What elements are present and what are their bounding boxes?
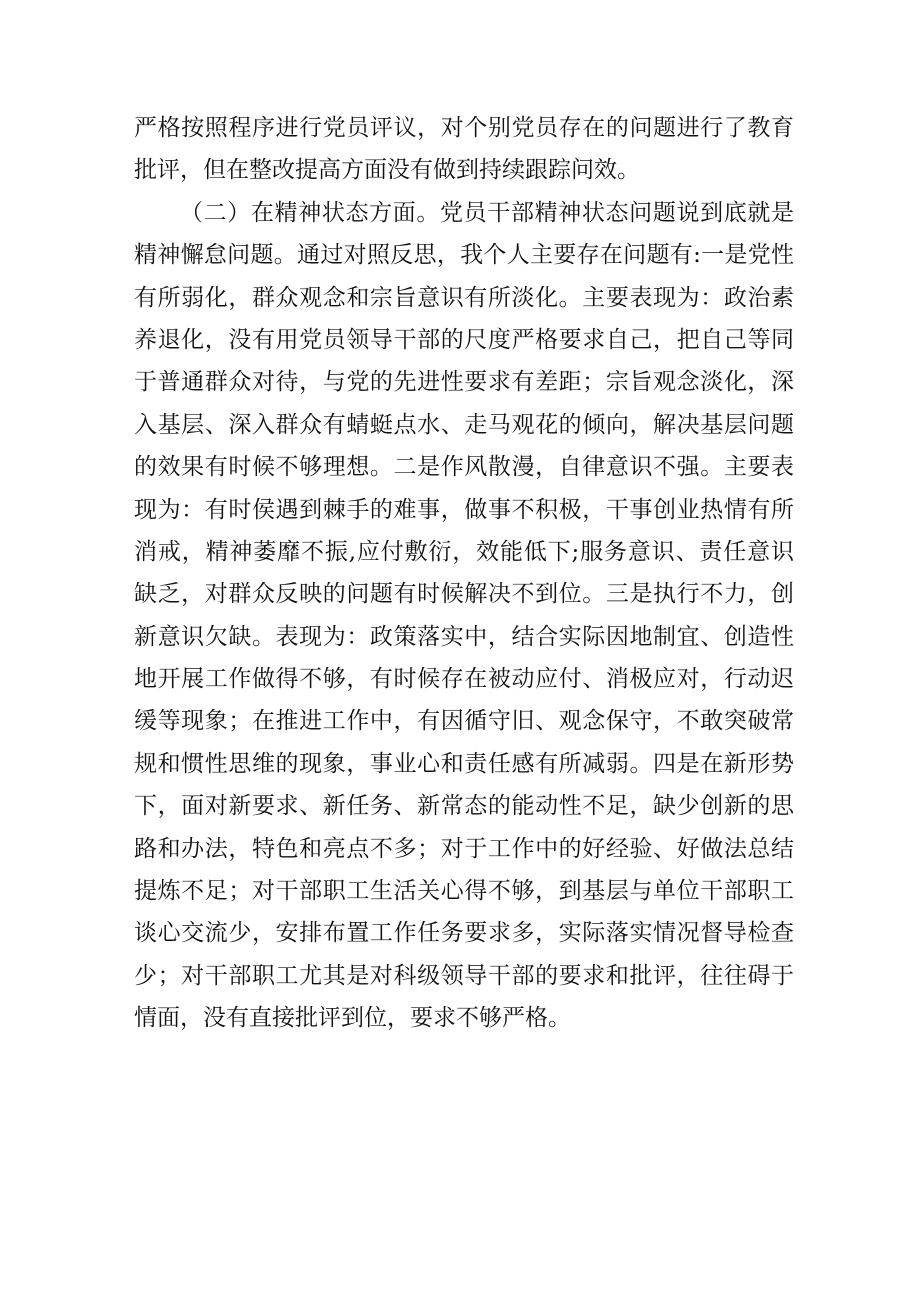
paragraph-line: 现为：有时侯遇到棘手的难事，做事不积极，干事创业热情有所 [134, 496, 794, 523]
paragraph-line: 规和惯性思维的现象，事业心和责任感有所减弱。四是在新形势 [134, 750, 794, 777]
paragraph-line: 严格按照程序进行党员评议，对个别党员存在的问题进行了教育 [134, 115, 794, 141]
paragraph-line: 的效果有时候不够理想。二是作风散漫，自律意识不强。主要表 [134, 454, 794, 481]
paragraph-line: 地开展工作做得不够，有时候存在被动应付、消极应对，行动迟 [134, 666, 794, 693]
paragraph-line: 缓等现象；在推进工作中，有因循守旧、观念保守，不敢突破常 [134, 708, 794, 735]
paragraph-line: 缺乏，对群众反映的问题有时候解决不到位。三是执行不力，创 [134, 581, 794, 608]
paragraph-line: 新意识欠缺。表现为：政策落实中，结合实际因地制宜、创造性 [134, 623, 794, 650]
paragraph-line: 有所弱化，群众观念和宗旨意识有所淡化。主要表现为：政治素 [134, 284, 794, 311]
paragraph-line: 消戒，精神萎靡不振,应付敷衍，效能低下;服务意识、责任意识 [134, 538, 794, 565]
paragraph [134, 107, 794, 192]
paragraph-line: 于普通群众对待，与党的先进性要求有差距；宗旨观念淡化，深 [134, 369, 794, 396]
paragraph-line: 下，面对新要求、新任务、新常态的能动性不足，缺少创新的思 [134, 793, 794, 820]
paragraph-line: 批评，但在整改提高方面没有做到持续跟踪问效。 [134, 157, 640, 184]
paragraph-line: 路和办法，特色和亮点不多；对于工作中的好经验、好做法总结 [134, 835, 794, 862]
paragraph-line: 少；对干部职工尤其是对科级领导干部的要求和批评，往往碍于 [134, 962, 794, 989]
document-body [134, 107, 794, 1040]
paragraph-line: （二）在精神状态方面。党员干部精神状态问题说到底就是 [180, 199, 794, 226]
paragraph-line: 谈心交流少，安排布置工作任务要求多，实际落实情况督导检查 [134, 920, 794, 947]
paragraph-line: 提炼不足；对干部职工生活关心得不够，到基层与单位干部职工 [134, 878, 794, 905]
paragraph [134, 192, 794, 1040]
paragraph-line: 情面，没有直接批评到位，要求不够严格。 [134, 1005, 571, 1032]
paragraph-line: 入基层、深入群众有蜻蜓点水、走马观花的倾向，解决基层问题 [134, 411, 794, 438]
paragraph-line: 养退化，没有用党员领导干部的尺度严格要求自己，把自己等同 [134, 326, 794, 353]
paragraph-line: 精神懈怠问题。通过对照反思，我个人主要存在问题有:一是党性 [134, 242, 794, 269]
